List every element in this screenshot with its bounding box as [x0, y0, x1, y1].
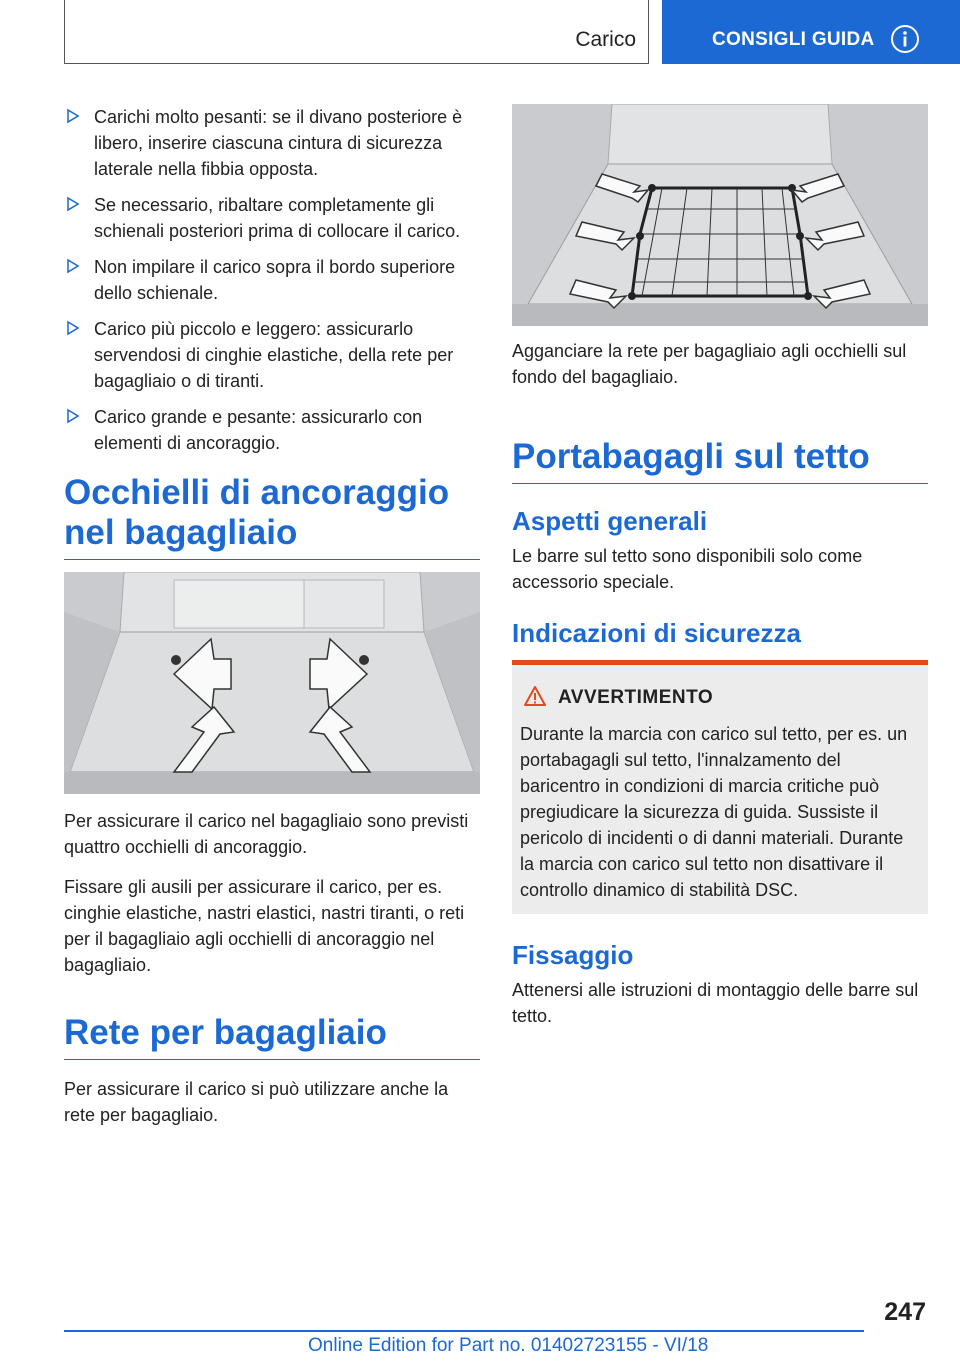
footer-divider [64, 1330, 864, 1332]
header-section-box [64, 0, 649, 64]
triangle-bullet-icon [66, 318, 80, 338]
warning-triangle-icon [524, 685, 546, 707]
triangle-bullet-icon [66, 194, 80, 214]
net-drawing [512, 104, 928, 326]
warning-text: Durante la marcia con carico sul tetto, per es. un portabagagli sul tetto, l'innalzamento del baricentro in condizioni di marcia critiche può pregiudicare la sicurezza di guida. Sussiste il pericolo di incidenti o di danni materiali. Durante la marcia con carico sul tetto non disattivare il controllo dinamico di stabilità DSC. [520, 724, 908, 900]
heading-portabagagli: Portabagagli sul tetto [512, 437, 928, 484]
header-tab-label: CONSIGLI GUIDA [712, 29, 875, 50]
para-rete: Per assicurare il carico si può utilizzare anche la rete per bagagliaio. [64, 1079, 449, 1125]
trunk-anchor-illustration [64, 572, 480, 794]
bullet-list [64, 104, 480, 456]
warning-box [512, 665, 928, 914]
subheading-fissaggio: Fissaggio [512, 940, 634, 970]
subheading-sicurezza: Indicazioni di sicurezza [512, 618, 801, 648]
info-icon[interactable] [890, 24, 920, 54]
list-item: Non impilare il carico sopra il bordo superiore dello schienale. [64, 254, 480, 306]
warning-title: AVVERTIMENTO [558, 687, 714, 708]
para-occhielli-2: Fissare gli ausili per assicurare il carico, per es. cinghie elastiche, nastri elastici, nastri tiranti, o reti per il bagagliaio agli occhielli di ancoraggio nel bagagliaio. [64, 877, 465, 975]
para-occhielli-1: Per assicurare il carico nel bagagliaio sono previsti quattro occhielli di ancoraggio. [64, 811, 469, 857]
header-section-title: Carico [575, 28, 636, 51]
list-item: Carichi molto pesanti: se il divano posteriore è libero, inserire ciascuna cintura di sicurezza laterale nella fibbia opposta. [64, 104, 480, 182]
caption-rete: Agganciare la rete per bagagliaio agli occhielli sul fondo del bagagliaio. [512, 341, 907, 387]
occhielli-text [64, 808, 480, 978]
left-column [64, 104, 480, 466]
para-aspetti: Le barre sul tetto sono disponibili solo come accessorio speciale. [512, 546, 863, 592]
triangle-bullet-icon [66, 406, 80, 426]
header-tab-consigli-guida[interactable] [662, 0, 960, 64]
page-number: 247 [884, 1298, 926, 1326]
trunk-drawing [64, 572, 480, 794]
para-fissaggio: Attenersi alle istruzioni di montaggio delle barre sul tetto. [512, 980, 919, 1026]
luggage-net-illustration [512, 104, 928, 326]
triangle-bullet-icon [66, 106, 80, 126]
list-item: Carico grande e pesante: assicurarlo con elementi di ancoraggio. [64, 404, 480, 456]
list-item: Carico più piccolo e leggero: assicurarlo servendosi di cinghie elastiche, della rete per bagagliaio o di tiranti. [64, 316, 480, 394]
subheading-aspetti: Aspetti generali [512, 506, 708, 536]
footer-edition: Online Edition for Part no. 01402723155 - VI/18 [308, 1335, 709, 1356]
triangle-bullet-icon [66, 256, 80, 276]
heading-occhielli: Occhielli di ancoraggio nel bagagliaio [64, 473, 480, 560]
list-item: Se necessario, ribaltare completamente gli schienali posteriori prima di collocare il carico. [64, 192, 480, 244]
heading-rete: Rete per bagagliaio [64, 1013, 480, 1060]
